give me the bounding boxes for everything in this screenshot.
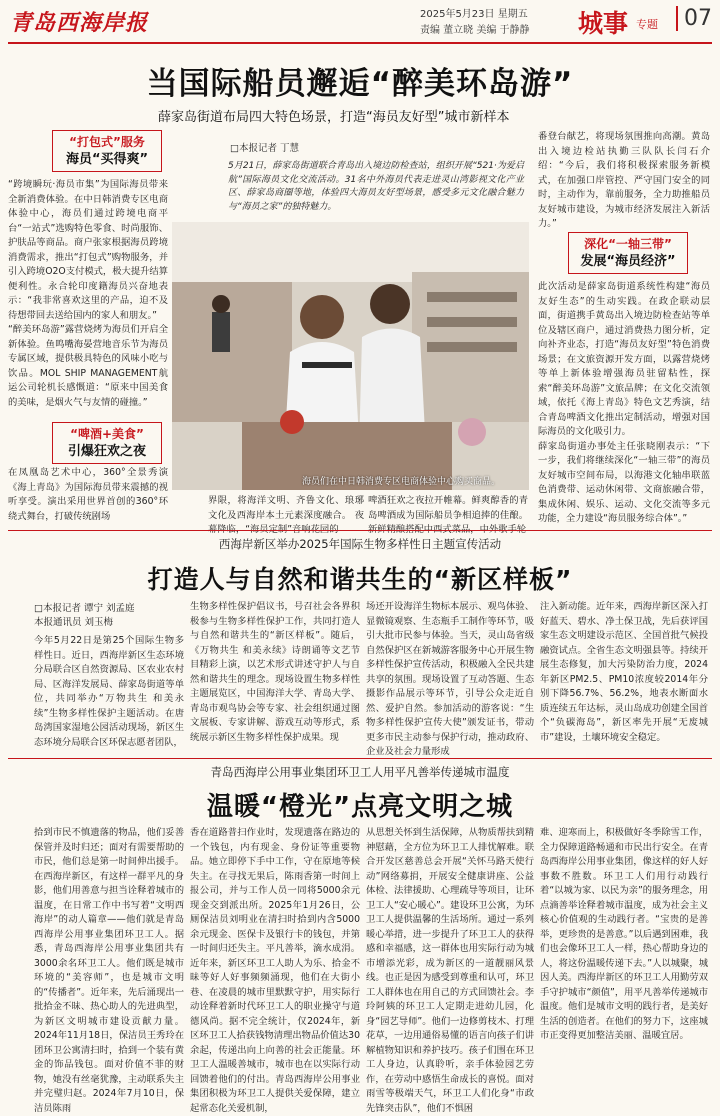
photo-caption: 海员们在中日韩消费专区电商体验中心购买商品。	[302, 477, 501, 487]
issue-date: 2025年5月23日 星期五	[420, 9, 528, 20]
story1-col2: 界限，将海洋文明、齐鲁文化、琅琊文化及西海岸本土元素深度融合。 夜	[208, 495, 364, 521]
story3-col4: 难、迎寒而上，积极做好冬季除雪工作，全力保障道路畅通和市民出行安全。在青岛西海岸公用事业集团，像这样的好人好事数不胜数。环卫工人们用行动践行着“以城为家、以民为亲”的服务理念，用点滴善举诠释着城市温度，成为社会主义核心价值观的生动践行者。“宝贵的是善举，更珍贵的是善意。”以后遇到困难，我们也会像环卫工人一样，热心帮助身边的人，将这份温暖传递下去。”人以城聚，城因人美。西海岸新区的环卫工人用勤劳双手守护城市“颜值”，用平凡善举传递城市温度。他们是城市文明的践行者，是美好生活的创造者。在他们的努力下，这座城市正变得更加整洁美丽、温暖宜居。	[540, 827, 708, 1041]
section-rule-2	[8, 758, 712, 759]
section-rule-1	[8, 530, 712, 531]
section-sub: 专题	[636, 18, 658, 31]
story3-col3: 从思想关怀到生活保障，从物质帮扶到精神慰藉，全方位为环卫工人排忧解难。联合开发区慈善总会开展“关怀马路天使行动”网络募捐，开展安全健康讲座、公益体检、法律援助、心理疏导等项目，让环卫工人“安心暖心”。建设环卫公寓，为环卫工人提供温馨的生活场所。通过一系列暖心举措，进一步提升了环卫工人的获得感和幸福感，这一群体也用实际行动为城市增添光彩，成为新区的一道靓丽风景线。也正是因为感受到尊重和认可，环卫工人群体也在用自己的方式回馈社会。李玲阿姨的环卫工人定期走进幼儿园，化身“园艺导师”。他们一边修剪枝木、打理花草，一边用通俗易懂的语言向孩子们讲解植物知识和养护技巧。孩子们围在环卫工人身边，认真聆听，亲手体验园艺劳作，在劳动中感悟生命成长的喜悦。面对雨雪等极端天气，环卫工人们化身“市政先锋突击队”，他们不惧困	[366, 827, 534, 1114]
newspaper-logo: 青岛西海岸报	[10, 10, 149, 36]
story1-subtitle-box-2: “啤酒+美食” 引爆狂欢之夜	[52, 422, 162, 464]
story1-col4-b: 此次活动是薛家岛街道系统性构建“海员友好生态”的生动实践。在政企联动层面，街道携手黄岛出入境边防检查站等单位及辖区商户，通过消费热力图分析，定向补齐业态，打造“海员友好型”特色消费场景；在文旅资源开发方面，以露营烧烤等单上新体验增强海员驻留粘性，探索“醉美环岛游”文旅品牌；在文化交流领域，依托《海上青岛》特色文艺秀演，结合青岛啤酒文化推出定制活动，增强对国际海员的文化吸引力。 薛家岛街道办事处主任张晓刚表示：“下一步，我们将继续深化“一轴三带”的海员友好城市空间布局，以海港文化轴串联蓝色消费带、运动休闲带、文商旅融合带，集成休闲、娱乐、运动、文化交流等多元功能，全力建设“海员服务综合体”。”	[538, 281, 710, 524]
story3-col2: 香在道路普扫作业时，发现遗落在路边的一个钱包，内有现金、身份证等重要物品。她立即停下手中工作，守在原地等候失主。在寻找无果后，陈雨香第一时间上报公司，并与工作人员一同将5000余元现金交到派出所。2025年1月26日，公厕保洁员刘明业在清扫时拾到内含5000余元现金、医保卡及银行卡的钱包，并第一时间归还失主。平凡善举，滴水成涓。近年来，新区环卫工人助人为乐、拾金不昧等好人好事频频涌现，他们在大街小巷、在凌晨的城市里默默守护，用实际行动诠释着新时代环卫工人的职业操守与道德风尚。据不完全统计，仅2024年，新区环卫工人拾获钱物清理出物品价值达30余起，传递出向上向善的社会正能量。环卫工人温暖善城市，城市也在以实际行动回馈着他们的付出。青岛西海岸公用事业集团积极为环卫工人提供关爱保障，建立起常态化关爱机制，	[190, 827, 360, 1114]
story2-kicker: 西海岸新区举办2025年国际生物多样性日主题宣传活动	[218, 537, 502, 551]
story1-col1: “跨境瞬玩·海员市集”为国际海员带来全新消费体验。在中日韩消费专区电商体验中心，海员们通过跨境电商平台“一站式”选购特色零食、时尚服饰、护肤品等商品。商户张家根据海员跨境消费需求，推出“打包式”购物服务，并引入跨境O2O支付模式，极大提升结算便利性。永合轮印度籍海员兴奋地表示：“我非常喜欢这里的产品，迫不及待想带回去送给国内的家人和朋友。” “醉美环岛游”露营烧烤为海员们开启全新体验。鱼鸣嘴海晏营地音乐节为海员专属区域，提供极具特色的风味小吃与饮品。MOL SHIP MANAGEMENT航运公司轮机长感慨道：“原来中国美食的美味，是烟火气与友情的碰撞。”	[8, 179, 169, 408]
story2-headline: 打造人与自然和谐共生的“新区样板”	[147, 565, 573, 594]
story1-lead: 5月21日，薛家岛街道联合青岛出入境边防检查站，组织开展“521·为爱启航”国际海员文化交流活动。31名中外海员代表走进灵山湾影视文化产业区、薛家岛商圈等地，体验四大海员友好型场景，感受多元文化融合魅力与“海员之家”的独特魅力。	[228, 161, 524, 212]
story1-subtitle-box-1: “打包式”服务 海员“买得爽”	[52, 130, 162, 172]
editor-credits: 责编 董立晓 美编 于静静	[420, 25, 530, 36]
story2-byline-1: □本报记者 谭宁 刘孟庭	[34, 603, 135, 614]
story3-kicker: 青岛西海岸公用事业集团环卫工人用平凡善举传递城市温度	[210, 765, 510, 779]
story2-col1: 今年5月22日是第25个国际生物多样性日。近日，西海岸新区生态环境分局联合区自然资源局、区农业农村局、区海洋发展局、薛家岛街道等单位，共同举办“万物共生 和美永续”生物多样性保护主题活动。在唐岛湾国家湿地公园活动现场，新区生态环境分局联合区环保志愿者团队，	[34, 635, 184, 748]
masthead-rule	[8, 42, 712, 44]
story3-col1: 拾到市民不慎遗落的物品，他们妥善保管并及时归还；面对有需要帮助的市民，他们总是第一时间伸出援手。在西海岸新区，有这样一群平凡的身影，他们用善意与担当诠释着城市的温度，在日常工作中书写着“文明西海岸”的动人篇章——他们就是青岛西海岸公用事业集团环卫工人。据悉，青岛西海岸公用事业集团共有3000余名环卫工人。他们既是城市环境的“美容师”，也是城市文明的“传播者”。近年来，先后涌现出一批拾金不昧、热心助人的先进典型，为新区文明城市建设贡献力量。2024年11月18日，保洁员王秀玲在团环卫公寓清扫时，拾到一个装有黄金的饰品钱包。面对价值不菲的财物，她没有丝毫犹豫，主动联系失主并完璧归赵。2024年7月10日，保洁员陈雨	[34, 827, 184, 1114]
story1-col3: 啤酒狂欢之夜拉开帷幕。鲜爽醇香的青岛啤酒成为国际船员争相追捧的佳酿。	[368, 495, 528, 521]
story1-headline: 当国际船员邂逅“醉美环岛游”	[146, 66, 574, 102]
story1-photo	[172, 222, 529, 490]
masthead	[0, 0, 720, 42]
story3-headline: 温暖“橙光”点亮文明之城	[206, 792, 514, 822]
story1-col1-tail: 在凤凰岛艺术中心，360°全景秀演《海上青岛》为国际海员带来震撼的视听享受。演出采用世界首创的360°环绕式舞台，打破传统剧场	[8, 467, 168, 522]
page-number: 07	[676, 6, 712, 31]
story2-byline-2: 本报通讯员 刘玉梅	[34, 617, 114, 628]
story1-subhead: 薛家岛街道布局四大特色场景，打造“海员友好型”城市新样本	[158, 110, 510, 125]
story1-col4: 番登台献艺，将现场氛围推向高潮。黄岛出入境边检站执勤三队队长闫石介绍：“今后，我们将积极探索服务新模式，在加强口岸管控、严守国门安全的同时，主动作为，靠前服务，全力助推船员友好城市建设，为城市经济发展注入新活力。”	[538, 131, 710, 229]
story1-subtitle-box-3: 深化“一轴三带” 发展“海员经济”	[568, 232, 688, 274]
story2-col3: 场还开设海洋生物标本展示、观鸟体验、显微镜观察、生态瓶手工制作等环节，吸引大批市民参与体验。当天，灵山岛省级自然保护区在新城游客服务中心开展生物多样性保护宣传活动，积极融入全民共建共享的氛围。现场设置了互动答题、生态摄影作品展示等环节，引导公众走近自然、爱护自然。参加活动的游客说：“生物多样性保护宣传大使”颁发证书，带动更多市民主动参与保护行动，推动政府、企业及社会力量形成	[366, 601, 534, 757]
section-name: 城事	[578, 9, 629, 38]
story1-byline: □本报记者 丁慧	[230, 143, 299, 154]
story2-col2: 生物多样性保护倡议书，号召社会各界积极参与生物多样性保护工作，共同打造人与自然和谐共生的“新区样板”。随后，《万物共生 和美永续》诗朗诵等文艺节目精彩上演，以艺术形式讲述守护人与自然和谐共生的理念。现场设置生物多样性主题展览区，中国海洋大学、青岛大学、青岛市观鸟协会等专家、社会组织通过图文展板、专家讲解、游戏互动等形式，系统展示新区生物多样性保护成果。现	[190, 601, 360, 743]
story2-col4: 注入新动能。近年来，西海岸新区深入打好蓝天、碧水、净土保卫战，先后获评国家生态文明建设示范区、全国首批气候投融资试点。全省生态文明强县等。持续开展生态修复，加大污染防治力度，2024年新区PM2.5、PM10浓度较2014年分别下降56.7%、56.2%，地表水断面水质连续五年达标，灵山岛成功创建全国首个“负碳海岛”，新区率先开展“无废城市”建设，土壤环境安全稳定。	[540, 601, 708, 743]
